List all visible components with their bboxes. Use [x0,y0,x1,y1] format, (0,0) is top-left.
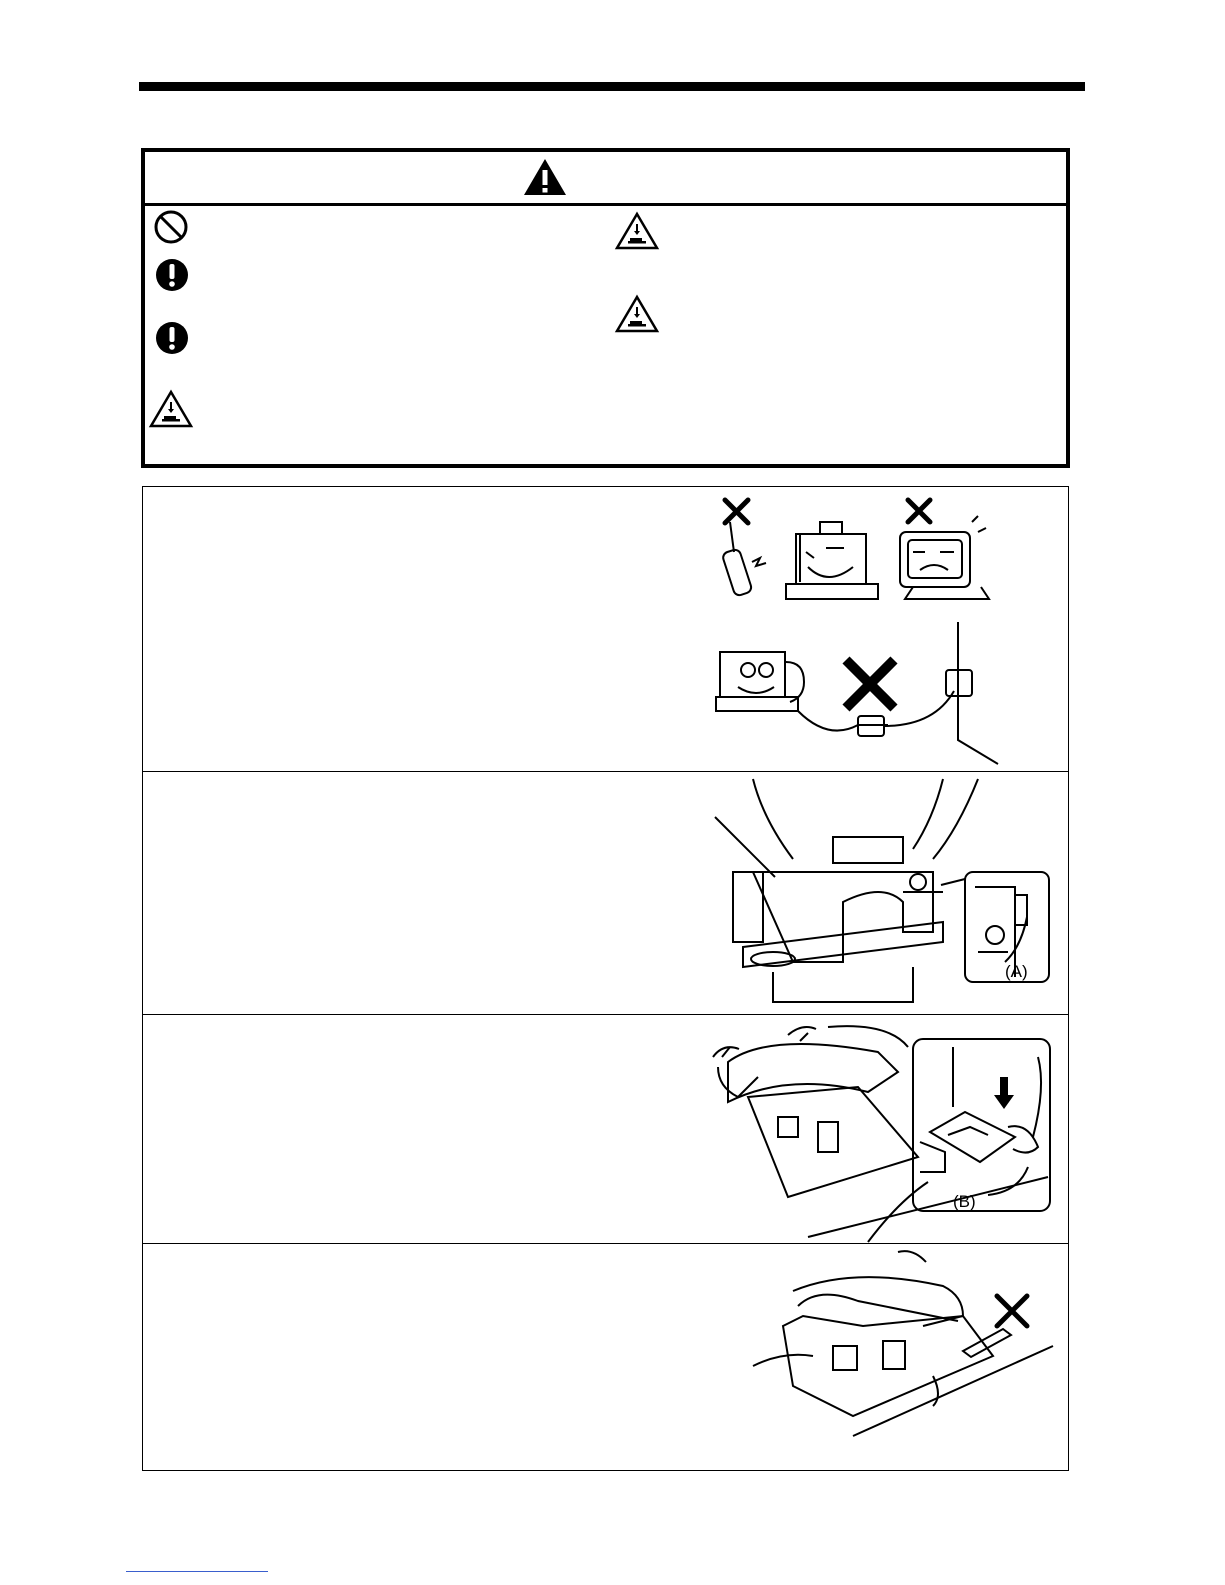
interference-and-extension-cord-prohibited-illustration [708,492,1038,762]
footer-link-underline[interactable] [126,1571,268,1572]
returning-machine-head-illustration [753,1246,1053,1468]
prohibition-icon [153,209,189,245]
callout-label-b: (B) [953,1192,976,1211]
two-person-lifting-machine-illustration [713,777,1053,1012]
mandatory-action-icon [155,258,189,292]
hand-injury-caution-icon [149,390,193,428]
callout-label-a: (A) [1005,962,1028,981]
warning-box [141,148,1070,468]
warning-header [145,152,1066,206]
panel-interference-warning [142,486,1069,772]
panel-returning-instructions [142,1243,1069,1471]
panel-tilting-instructions [142,1014,1069,1244]
hand-injury-caution-icon [615,212,659,250]
header-rule [139,82,1085,91]
panel-lifting-instructions [142,771,1069,1015]
mandatory-action-icon [155,321,189,355]
arrow-down-icon [994,1077,1014,1109]
warning-triangle-icon [522,157,568,197]
hand-injury-caution-icon [615,295,659,333]
tilting-machine-head-illustration [708,1017,1053,1242]
